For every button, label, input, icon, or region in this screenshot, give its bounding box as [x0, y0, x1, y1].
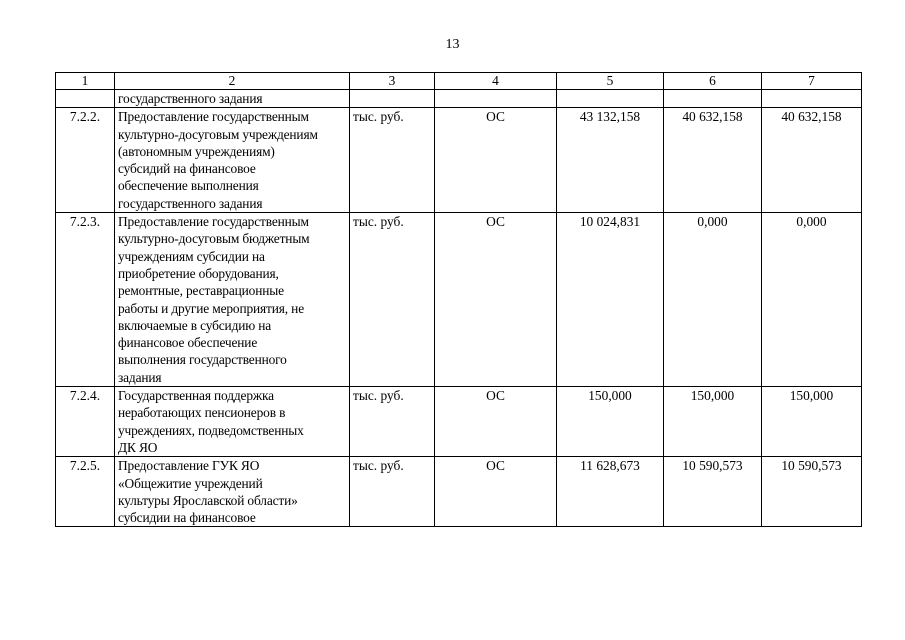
row-value-col5 — [557, 90, 664, 108]
row-number: 7.2.2. — [56, 108, 115, 213]
description-line: государственного задания — [118, 91, 263, 106]
table-row — [56, 108, 862, 213]
description-line: государственного задания — [118, 195, 263, 211]
row-description — [115, 108, 350, 213]
description-line: культуры Ярославской области» — [118, 492, 298, 508]
row-description — [115, 90, 350, 108]
description-line: субсидии на финансовое — [118, 510, 256, 526]
column-header: 3 — [350, 73, 435, 90]
row-description — [115, 457, 350, 527]
row-value-col6: 0,000 — [664, 213, 762, 387]
description-line: обеспечение выполнения — [118, 178, 259, 194]
row-unit: тыс. руб. — [350, 108, 435, 213]
description-line: культурно-досуговым бюджетным — [118, 231, 310, 247]
column-header: 5 — [557, 73, 664, 90]
row-unit: тыс. руб. — [350, 387, 435, 457]
description-line: задания — [118, 369, 162, 385]
table-row — [56, 387, 862, 457]
description-line: включаемые в субсидию на — [118, 317, 272, 333]
description-line: финансовое обеспечение — [118, 335, 258, 351]
row-number: 7.2.3. — [56, 213, 115, 387]
description-line: учреждениям субсидии на — [118, 248, 265, 264]
row-value-col6: 10 590,573 — [664, 457, 762, 527]
table-header-row — [56, 73, 862, 90]
description-line: Предоставление государственным — [118, 214, 309, 230]
page-number: 13 — [445, 37, 460, 52]
row-value-col6 — [664, 90, 762, 108]
row-value-col7: 10 590,573 — [762, 457, 862, 527]
row-source — [435, 90, 557, 108]
description-line: субсидий на финансовое — [118, 161, 256, 177]
row-source: ОС — [435, 213, 557, 387]
description-line: учреждениях, подведомственных — [118, 422, 304, 438]
row-number: 7.2.5. — [56, 457, 115, 527]
description-line: работы и другие мероприятия, не — [118, 300, 304, 316]
description-line: приобретение оборудования, — [118, 265, 279, 281]
description-line: неработающих пенсионеров в — [118, 405, 286, 421]
row-unit: тыс. руб. — [350, 213, 435, 387]
column-header: 4 — [435, 73, 557, 90]
row-description — [115, 213, 350, 387]
column-header: 6 — [664, 73, 762, 90]
row-number: 7.2.4. — [56, 387, 115, 457]
row-source: ОС — [435, 108, 557, 213]
table-row — [56, 457, 862, 527]
row-value-col5: 10 024,831 — [557, 213, 664, 387]
column-header: 2 — [115, 73, 350, 90]
description-line: «Общежитие учреждений — [118, 475, 263, 491]
description-line: культурно-досуговым учреждениям — [118, 126, 318, 142]
description-line: ДК ЯО — [118, 439, 158, 455]
description-line: выполнения государственного — [118, 352, 287, 368]
column-header: 7 — [762, 73, 862, 90]
row-value-col6: 150,000 — [664, 387, 762, 457]
description-line: (автономным учреждениям) — [118, 143, 275, 159]
row-source: ОС — [435, 457, 557, 527]
description-line: ремонтные, реставрационные — [118, 283, 284, 299]
row-value-col6: 40 632,158 — [664, 108, 762, 213]
table-row — [56, 213, 862, 387]
row-unit: тыс. руб. — [350, 457, 435, 527]
row-value-col5: 150,000 — [557, 387, 664, 457]
row-number — [56, 90, 115, 108]
description-line: Государственная поддержка — [118, 388, 274, 404]
row-value-col5: 43 132,158 — [557, 108, 664, 213]
row-unit — [350, 90, 435, 108]
description-line: Предоставление государственным — [118, 109, 309, 125]
row-description — [115, 387, 350, 457]
column-header: 1 — [56, 73, 115, 90]
row-value-col5: 11 628,673 — [557, 457, 664, 527]
table-row — [56, 90, 862, 108]
row-source: ОС — [435, 387, 557, 457]
row-value-col7: 40 632,158 — [762, 108, 862, 213]
row-value-col7: 0,000 — [762, 213, 862, 387]
row-value-col7 — [762, 90, 862, 108]
row-value-col7: 150,000 — [762, 387, 862, 457]
budget-table — [55, 72, 862, 527]
description-line: Предоставление ГУК ЯО — [118, 458, 260, 474]
